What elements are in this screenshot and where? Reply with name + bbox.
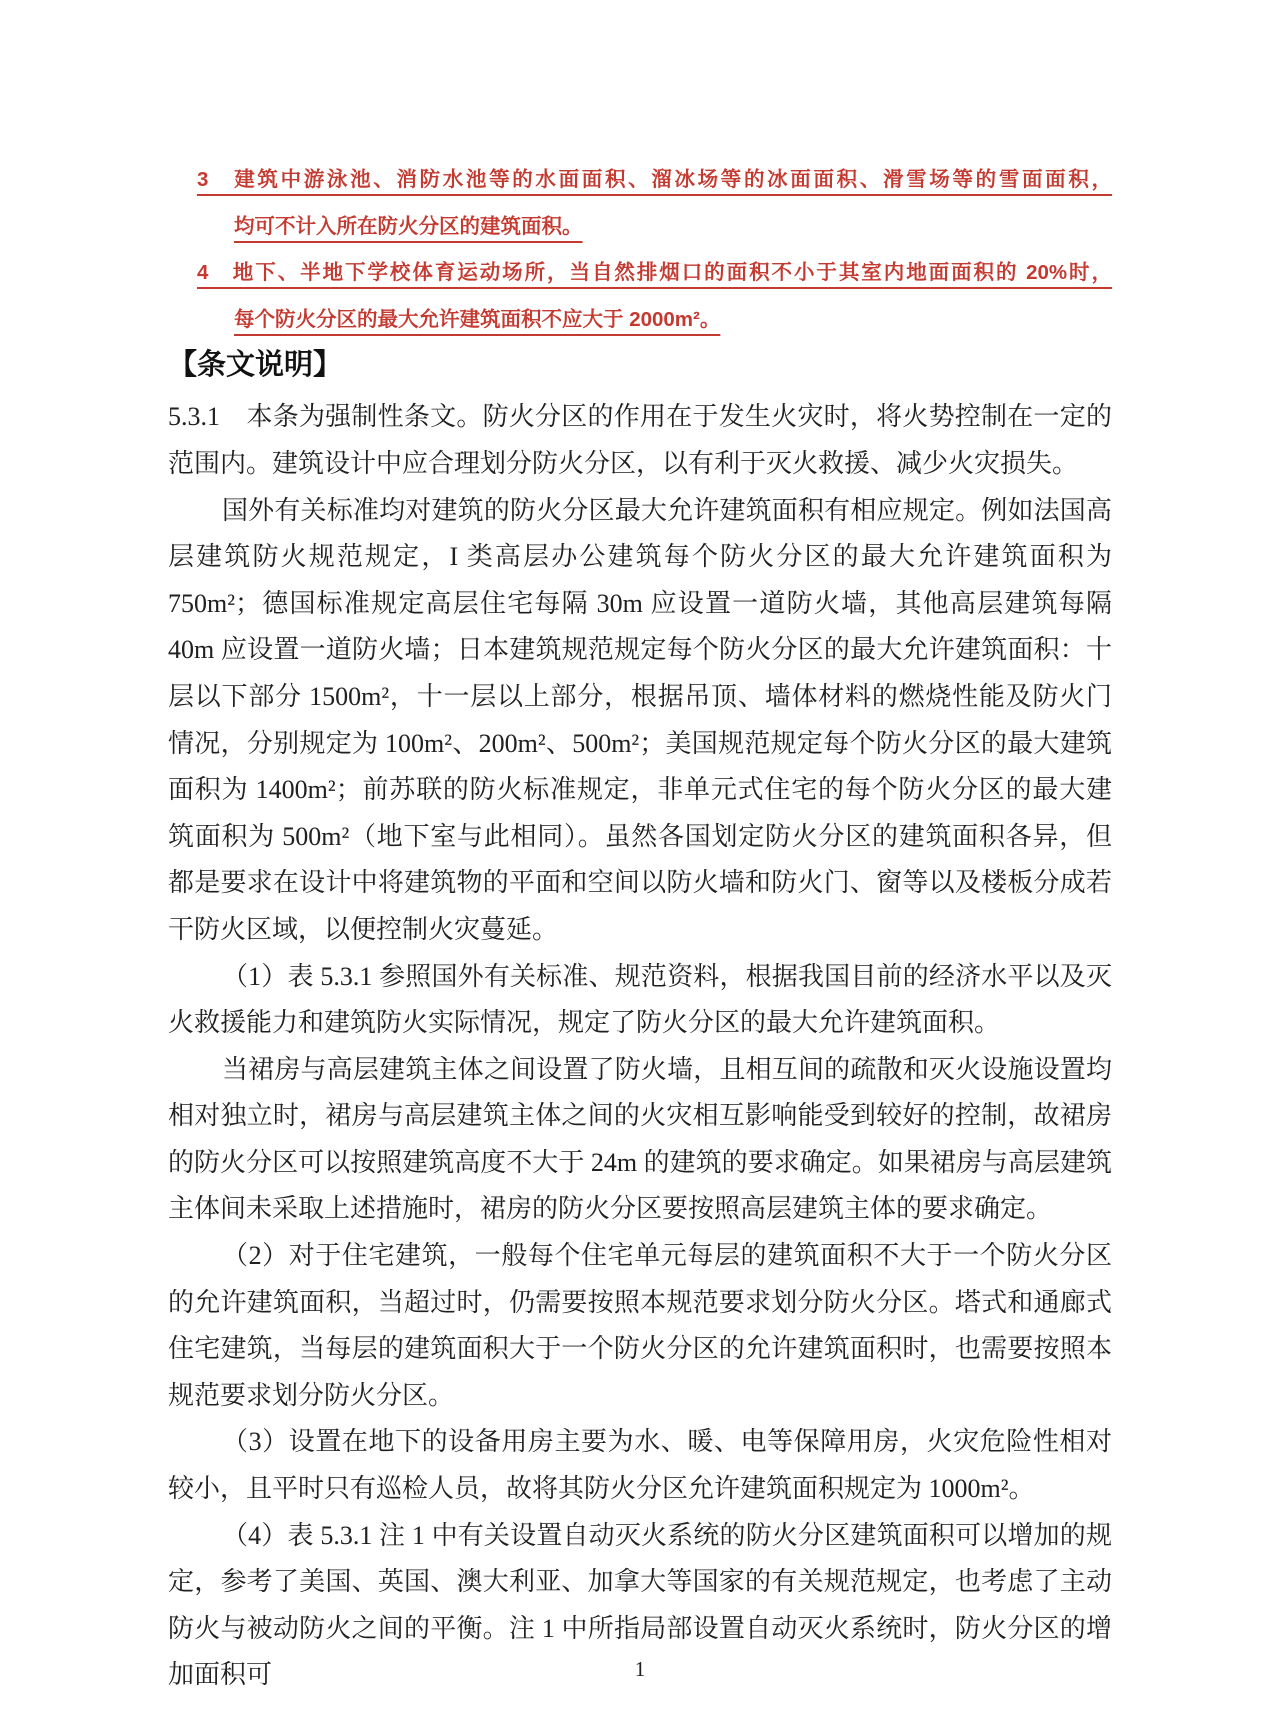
paragraph-note-2: （2）对于住宅建筑，一般每个住宅单元每层的建筑面积不大于一个防火分区的允许建筑面积，当超过时，仍需要按照本规范要求划分防火分区。塔式和通廊式住宅建筑，当每层的建筑面积大于一个防火分区的允许建筑面积时，也需要按照本规范要求划分防火分区。 [168, 1241, 1112, 1410]
paragraph-note-3: （3）设置在地下的设备用房主要为水、暖、电等保障用房，火灾危险性相对较小，且平时只有巡检人员，故将其防火分区允许建筑面积规定为 1000m²。 [168, 1427, 1112, 1504]
paragraph-podium: 当裙房与高层建筑主体之间设置了防火墙，且相互间的疏散和灭火设施设置均相对独立时，裙房与高层建筑主体之间的火灾相互影响能受到较好的控制，故裙房的防火分区可以按照建筑高度不大于 24m 的建筑的要求确定。如果裙房与高层建筑主体间未采取上述措施时，裙房的防火分区要按照高层建筑主体的要求确定。 [168, 1054, 1112, 1224]
clause-list [168, 157, 1112, 343]
section-header-explanation: 【条文说明】 [168, 349, 343, 382]
clause-item-4 [168, 250, 1112, 343]
clause-3-line-2: 均可不计入所在防火分区的建筑面积。 [234, 214, 583, 238]
clause-item-3 [168, 157, 1112, 250]
paragraph-note-1: （1）表 5.3.1 参照国外有关标准、规范资料，根据我国目前的经济水平以及灭火救援能力和建筑防火实际情况，规定了防火分区的最大允许建筑面积。 [168, 961, 1112, 1038]
clause-4-line-1: 4 地下、半地下学校体育运动场所，当自然排烟口的面积不小于其室内地面面积的 20%时， [197, 261, 1112, 285]
paragraph-foreign-standards: 国外有关标准均对建筑的防火分区最大允许建筑面积有相应规定。例如法国高层建筑防火规范规定，I 类高层办公建筑每个防火分区的最大允许建筑面积为 750m²；德国标准规定高层住宅每隔 30m 应设置一道防火墙，其他高层建筑每隔 40m 应设置一道防火墙；日本建筑规范规定每个防火分区的最大允许建筑面积：十层以下部分 1500m²，十一层以上部分，根据吊顶、墙体材料的燃烧性能及防火门情况，分别规定为 100m²、200m²、500m²；美国规范规定每个防火分区的最大建筑面积为 1400m²；前苏联的防火标准规定，非单元式住宅的每个防火分区的最大建筑面积为 500m²（地下室与此相同）。虽然各国划定防火分区的建筑面积各异，但都是要求在设计中将建筑物的平面和空间以防火墙和防火门、窗等以及楼板分成若干防火区域，以便控制火灾蔓延。 [168, 495, 1112, 944]
commentary-body [168, 394, 1112, 1699]
paragraph-5-3-1-intro: 5.3.1 本条为强制性条文。防火分区的作用在于发生火灾时，将火势控制在一定的范围内。建筑设计中应合理划分防火分区，以有利于灭火救援、减少火灾损失。 [168, 402, 1112, 478]
paragraph-note-4: （4）表 5.3.1 注 1 中有关设置自动灭火系统的防火分区建筑面积可以增加的规定，参考了美国、英国、澳大利亚、加拿大等国家的有关规范规定，也考虑了主动防火与被动防火之间的平衡。注 1 中所指局部设置自动灭火系统时，防火分区的增加面积可 [168, 1520, 1112, 1690]
clause-3-line-1: 3 建筑中游泳池、消防水池等的水面面积、溜冰场等的冰面面积、滑雪场等的雪面面积， [197, 168, 1112, 191]
page-number: 1 [634, 1657, 646, 1681]
clause-4-line-2: 每个防火分区的最大允许建筑面积不应大于 2000m²。 [234, 307, 721, 331]
